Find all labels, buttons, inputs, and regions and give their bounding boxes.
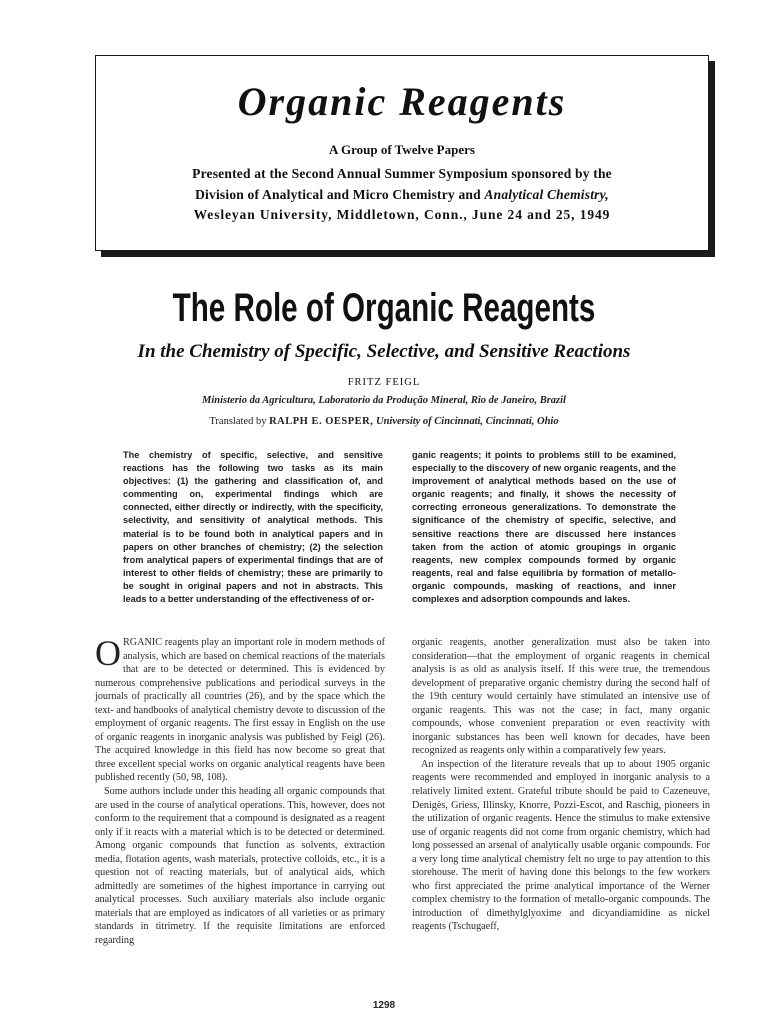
symposium-title: Organic Reagents [237, 79, 567, 124]
translated-prefix: Translated by [209, 416, 270, 427]
author-affiliation: Ministerio da Agricultura, Laboratorio da Produção Mineral, Rio de Janeiro, Brazil [202, 395, 566, 406]
symposium-line-1: Presented at the Second Annual Summer Symposium sponsored by the [192, 166, 612, 181]
symposium-line-2-prefix: Division of Analytical and Micro Chemistry and [195, 187, 485, 202]
abstract-right-column: ganic reagents; it points to problems still to be examined, especially to the discovery of new organic reagents, and the improvement of analytical methods based on the use of organic reagents; and finally, it shows the necessity of correcting erroneous generalizations. To demonstrate the significance of the chemistry of specific, selective, and sensitive reactions there are discussed here instances taken from the action of atomic groupings in organic reagents, new complex compounds formed by organic reagents, real and false equilibria by formation of metallo-organic compounds, masking of reactions, and inner complexes and adsorption compounds and lakes. [412, 450, 676, 605]
translator-affiliation: University of Cincinnati, Cincinnati, Ohio [375, 416, 559, 427]
symposium-line-3: Wesleyan University, Middletown, Conn., June 24 and 25, 1949 [193, 207, 611, 222]
author-name: FRITZ FEIGL [347, 377, 421, 388]
abstract-left-column: The chemistry of specific, selective, and sensitive reactions has the following two tasks as its main objectives: (1) the gathering and classification of, and commenting on, experimental findings which are connected, either directly or indirectly, with the specificity, selectivity, and sensitivity of analytical methods. This material is to be found both in analytical papers and in papers on other branches of chemistry; (2) the selection from analytical papers of experimental findings that are of interest to other fields of chemistry; these are primarily to be sought in original papers and not in abstracts. This leads to a better understanding of the effectiveness of or- [123, 450, 383, 605]
body-paragraph [95, 633, 385, 785]
body-paragraph: Some authors include under this heading all organic compounds that are used in the course of analytical operations. This, however, does not conform to the requirement that a compound is designated as a reagent only if it reacts with a material which is to be detected or determined. Among organic compounds that function as solvents, extraction media, flotation agents, wash materials, protective colloids, etc., it is a question not of reacting materials, but of analytical aids, which admittedly are sometimes of the highest importance in carrying out analytical processes. Such auxiliary materials also include organic materials that are employed as indicators of all varieties or as primary standards in titrimetry. If the requisite limitations are enforced regarding [95, 786, 385, 947]
body-paragraph: organic reagents, another generalization must also be taken into consideration—that the employment of organic reagents in chemical analysis is as old as analysis itself. If this were true, the tremendous development of preparative organic chemistry during the second half of the 19th century would certainly have stimulated an intensive use of organic reagents. This was not the case; in fact, many organic compounds, whose convenient preparation or even reactivity with inorganic substances has been well known for decades, have been recognized as reagents only within a comparatively few years. [412, 637, 710, 757]
page-number: 1298 [372, 1000, 396, 1011]
journal-name: Analytical Chemistry, [484, 187, 609, 202]
symposium-line-2 [96, 187, 708, 203]
paper-subtitle: In the Chemistry of Specific, Selective, and Sensitive Reactions [137, 341, 631, 362]
body-left-column [95, 633, 385, 948]
body-paragraph-text: RGANIC reagents play an important role in modern methods of analysis, which are based on chemical reactions of the materials that are to be detected or determined. This is evidenced by numerous comprehensive publications and periodical surveys in the journals of practically all countries (26), and by the space which the text- and handbooks of analytical chemistry devote to discussion of the employment of organic reagents. The first essay in English on the use of organic reagents in inorganic analysis was published by Feigl (26). The acquired knowledge in this field has now become so great that three excellent special works on organic analytical reagents have been published recently (50, 98, 108). [95, 637, 385, 784]
symposium-subtitle: A Group of Twelve Papers [329, 142, 475, 157]
paper-title: The Role of Organic Reagents [172, 286, 596, 330]
translator-name: RALPH E. OESPER, [269, 416, 374, 427]
drop-cap: O [95, 633, 121, 673]
body-paragraph: An inspection of the literature reveals that up to about 1905 organic reagents were recommended and employed in inorganic analysis to a relatively limited extent. Grateful tribute should be paid to Cazeneuve, Denigès, Griess, Illinsky, Knorre, Pozzi-Escot, and Raschig, pioneers in the utilization of organic reagents. Hence the stimulus to make extensive use of organic reagents did not come from organic chemistry, which had long possessed an arsenal of analytically usable organic compounds. For a very long time analytical chemistry felt no urge to pay attention to this storehouse. The merit of having done this belongs to the few workers who first appreciated the prime analytical importance of the Werner complex chemistry to the formation of metallo-organic compounds. The introduction of dimethylglyoxime and dicyandiamidine as nickel reagents (Tschugaeff, [412, 758, 710, 933]
translator-line [0, 416, 768, 427]
symposium-header-box [95, 55, 709, 251]
body-right-column [412, 636, 710, 934]
